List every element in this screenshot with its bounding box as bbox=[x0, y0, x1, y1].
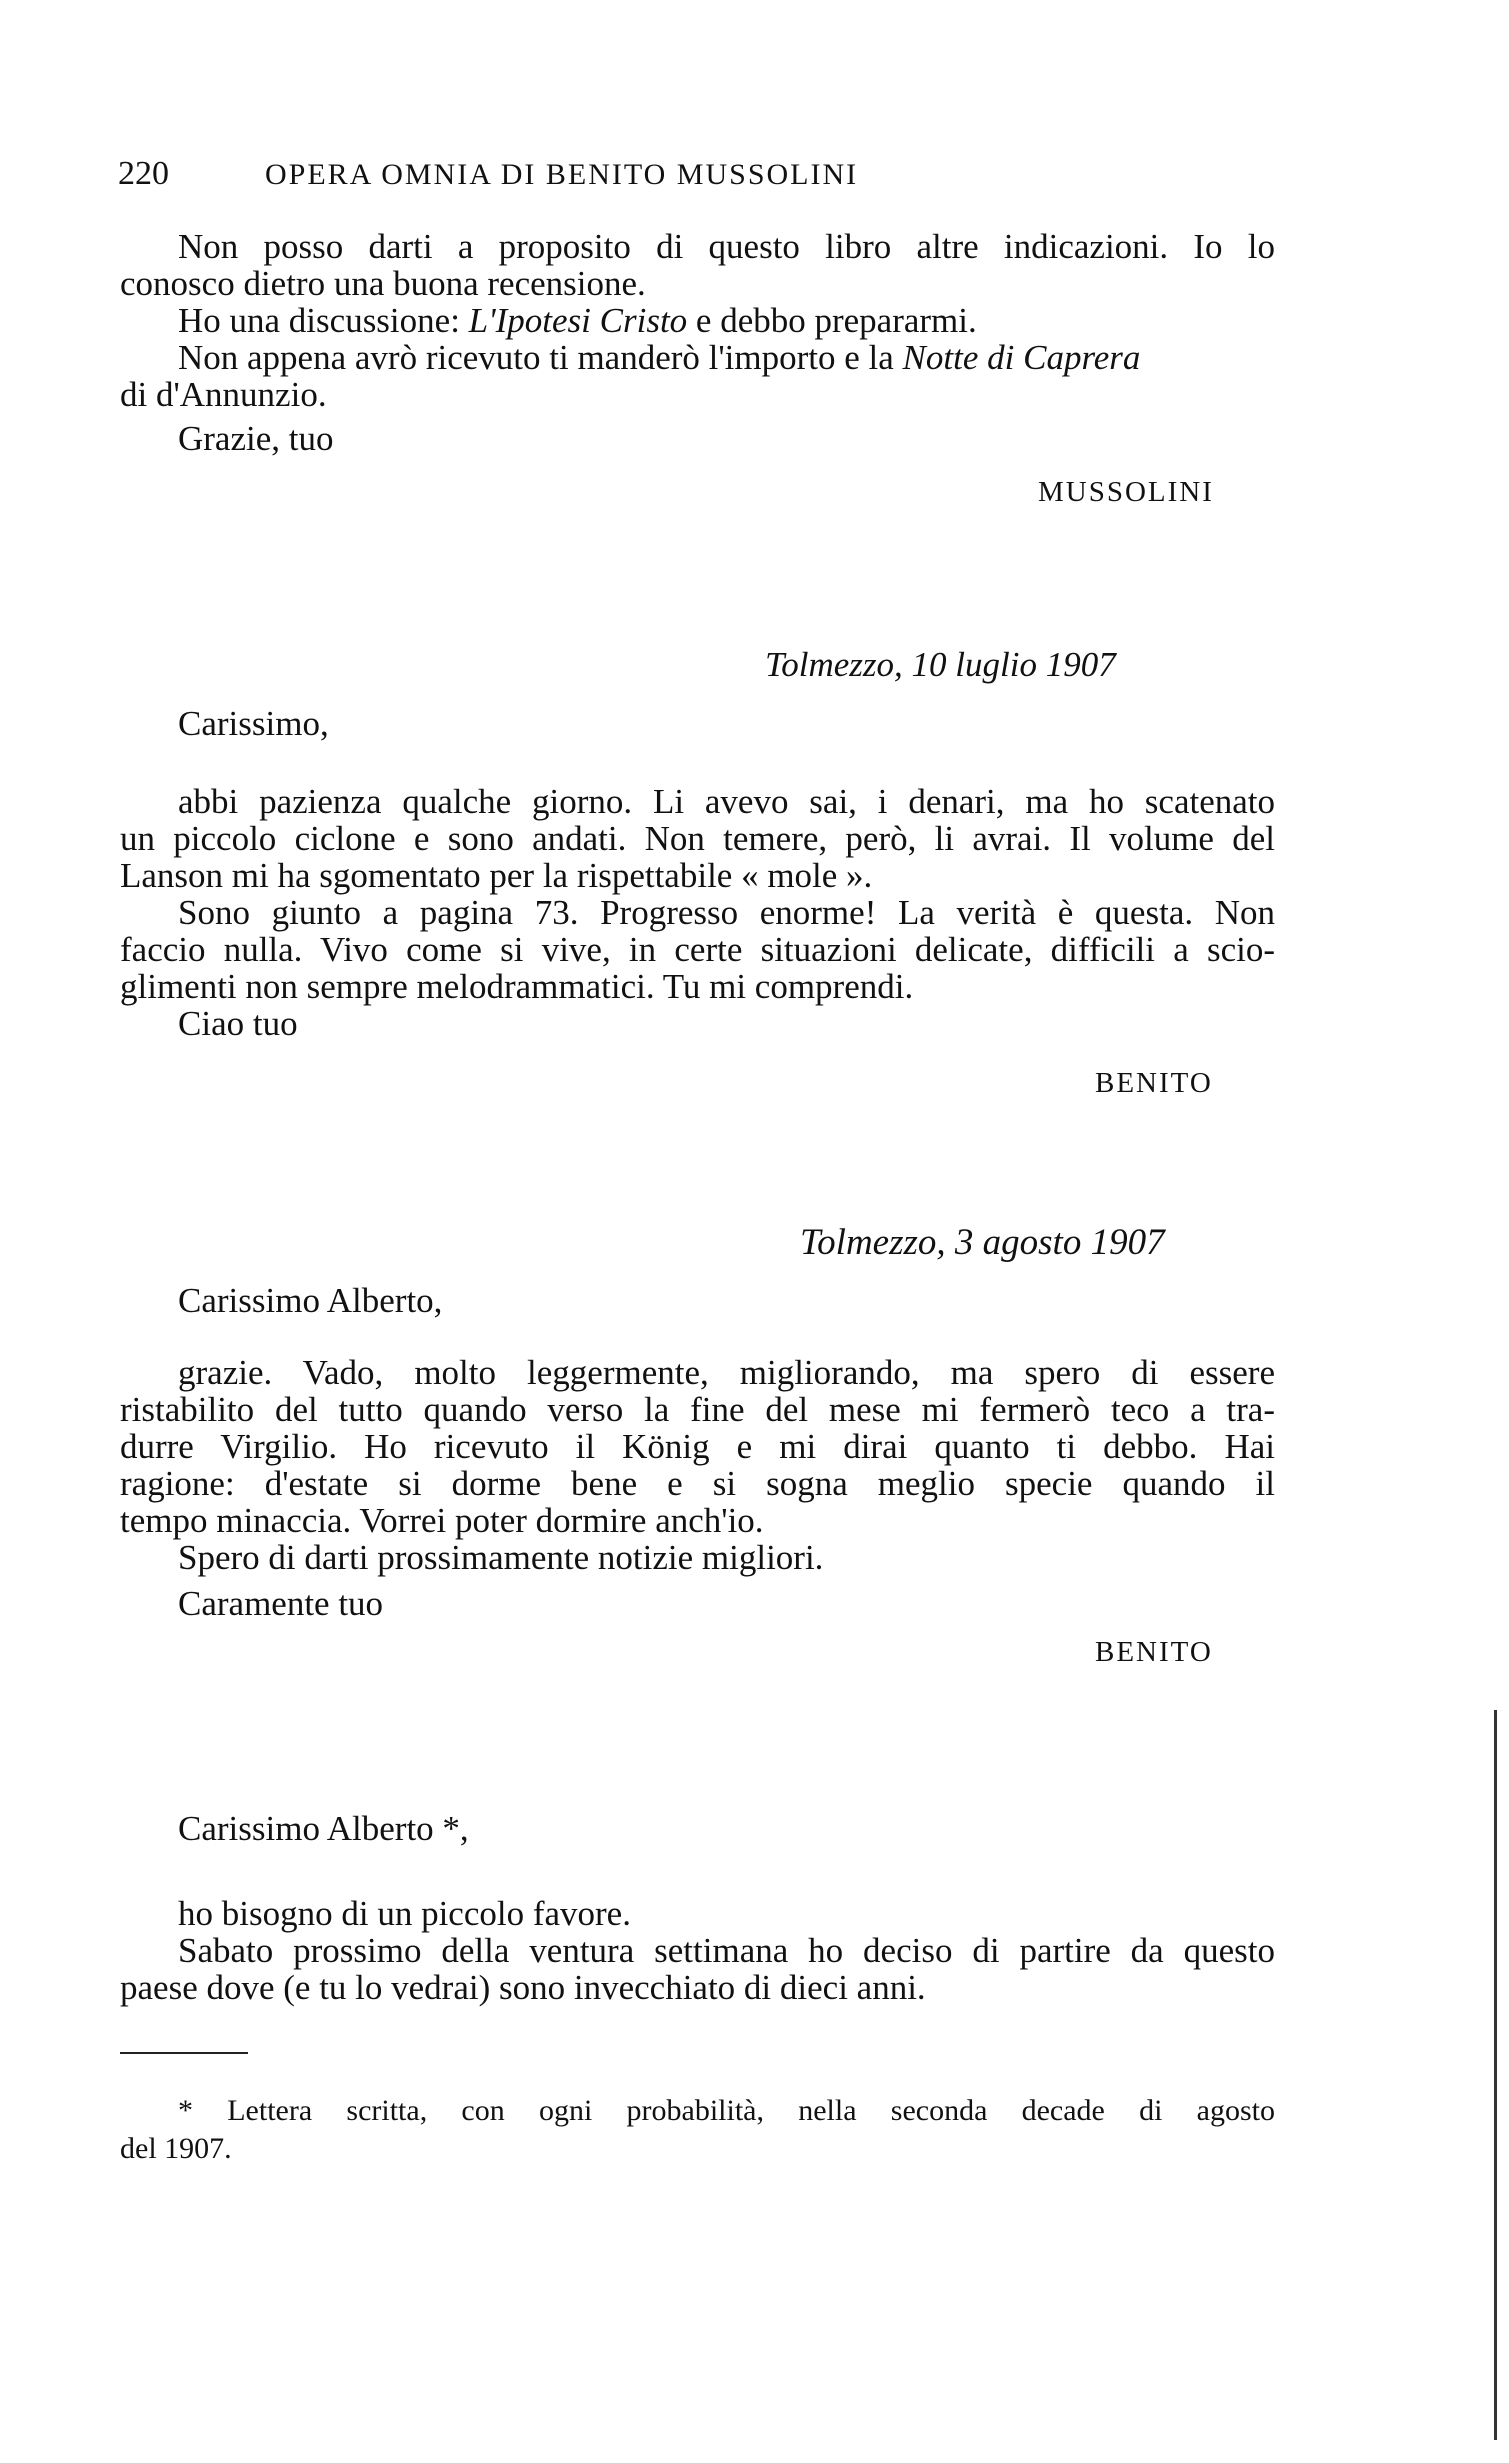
letter-1-line-4 bbox=[178, 339, 1140, 377]
letter-2-line-5: faccio nulla. Vivo come si vive, in certe situazioni delicate, difficili a scio- bbox=[120, 930, 1275, 969]
letter-2-signature: BENITO bbox=[1095, 1067, 1213, 1099]
letter-3-line-6: Spero di darti prossimamente notizie migliori. bbox=[178, 1538, 824, 1577]
letter-1-signature: MUSSOLINI bbox=[1038, 476, 1214, 508]
letter-4-line-1: ho bisogno di un piccolo favore. bbox=[178, 1894, 631, 1933]
letter-2-line-3: Lanson mi ha sgomentato per la rispettabile « mole ». bbox=[120, 856, 873, 895]
scan-edge-line bbox=[1494, 1710, 1497, 2440]
letter-3-line-1: grazie. Vado, molto leggermente, migliorando, ma spero di essere bbox=[178, 1353, 1275, 1392]
footnote-line-1: * Lettera scritta, con ogni probabilità, nella seconda decade di agosto bbox=[178, 2094, 1275, 2127]
letter-1-line-5: di d'Annunzio. bbox=[120, 375, 327, 414]
letter-3-line-3: durre Virgilio. Ho ricevuto il König e mi dirai quanto ti debbo. Hai bbox=[120, 1427, 1275, 1466]
letter-4-salutation: Carissimo Alberto *, bbox=[178, 1809, 469, 1848]
letter-3-line-5: tempo minaccia. Vorrei poter dormire anch'io. bbox=[120, 1501, 764, 1540]
letter-2-line-1: abbi pazienza qualche giorno. Li avevo sai, i denari, ma ho scatenato bbox=[178, 782, 1275, 821]
letter-3-salutation: Carissimo Alberto, bbox=[178, 1281, 443, 1320]
book-title-ipotesi-cristo: L'Ipotesi Cristo bbox=[468, 301, 688, 340]
book-title-notte-di-caprera: Notte di Caprera bbox=[902, 338, 1141, 377]
letter-1-line-3 bbox=[178, 302, 977, 340]
letter-2-line-6: glimenti non sempre melodrammatici. Tu mi comprendi. bbox=[120, 967, 914, 1006]
letter-1-line-1: Non posso darti a proposito di questo libro altre indicazioni. Io lo bbox=[178, 227, 1275, 266]
letter-2-salutation: Carissimo, bbox=[178, 704, 329, 743]
page-number: 220 bbox=[118, 155, 169, 192]
letter-2-line-4: Sono giunto a pagina 73. Progresso enorme! La verità è questa. Non bbox=[178, 893, 1275, 932]
running-title: OPERA OMNIA DI BENITO MUSSOLINI bbox=[265, 158, 859, 191]
letter-4-line-2: Sabato prossimo della ventura settimana ho deciso di partire da questo bbox=[178, 1931, 1275, 1970]
letter-3-line-2: ristabilito del tutto quando verso la fine del mese mi fermerò teco a tra- bbox=[120, 1390, 1275, 1429]
letter-1-line-3-a: Ho una discussione: bbox=[178, 301, 469, 340]
letter-1-line-2: conosco dietro una buona recensione. bbox=[120, 264, 646, 303]
footnote-line-2: del 1907. bbox=[120, 2132, 232, 2165]
letter-2-line-2: un piccolo ciclone e sono andati. Non temere, però, li avrai. Il volume del bbox=[120, 819, 1275, 858]
letter-2-closing: Ciao tuo bbox=[178, 1004, 298, 1043]
letter-3-dateline: Tolmezzo, 3 agosto 1907 bbox=[800, 1222, 1165, 1263]
letter-4-line-3: paese dove (e tu lo vedrai) sono invecchiato di dieci anni. bbox=[120, 1968, 926, 2007]
letter-3-line-4: ragione: d'estate si dorme bene e si sogna meglio specie quando il bbox=[120, 1464, 1275, 1503]
letter-3-closing: Caramente tuo bbox=[178, 1584, 384, 1623]
letter-2-dateline: Tolmezzo, 10 luglio 1907 bbox=[765, 645, 1116, 684]
letter-1-line-3-c: e debbo prepararmi. bbox=[687, 301, 977, 340]
letter-1-closing: Grazie, tuo bbox=[178, 419, 334, 458]
letter-1-line-4-a: Non appena avrò ricevuto ti manderò l'importo e la bbox=[178, 338, 903, 377]
letter-3-signature: BENITO bbox=[1095, 1636, 1213, 1668]
footnote-rule bbox=[120, 2052, 248, 2054]
